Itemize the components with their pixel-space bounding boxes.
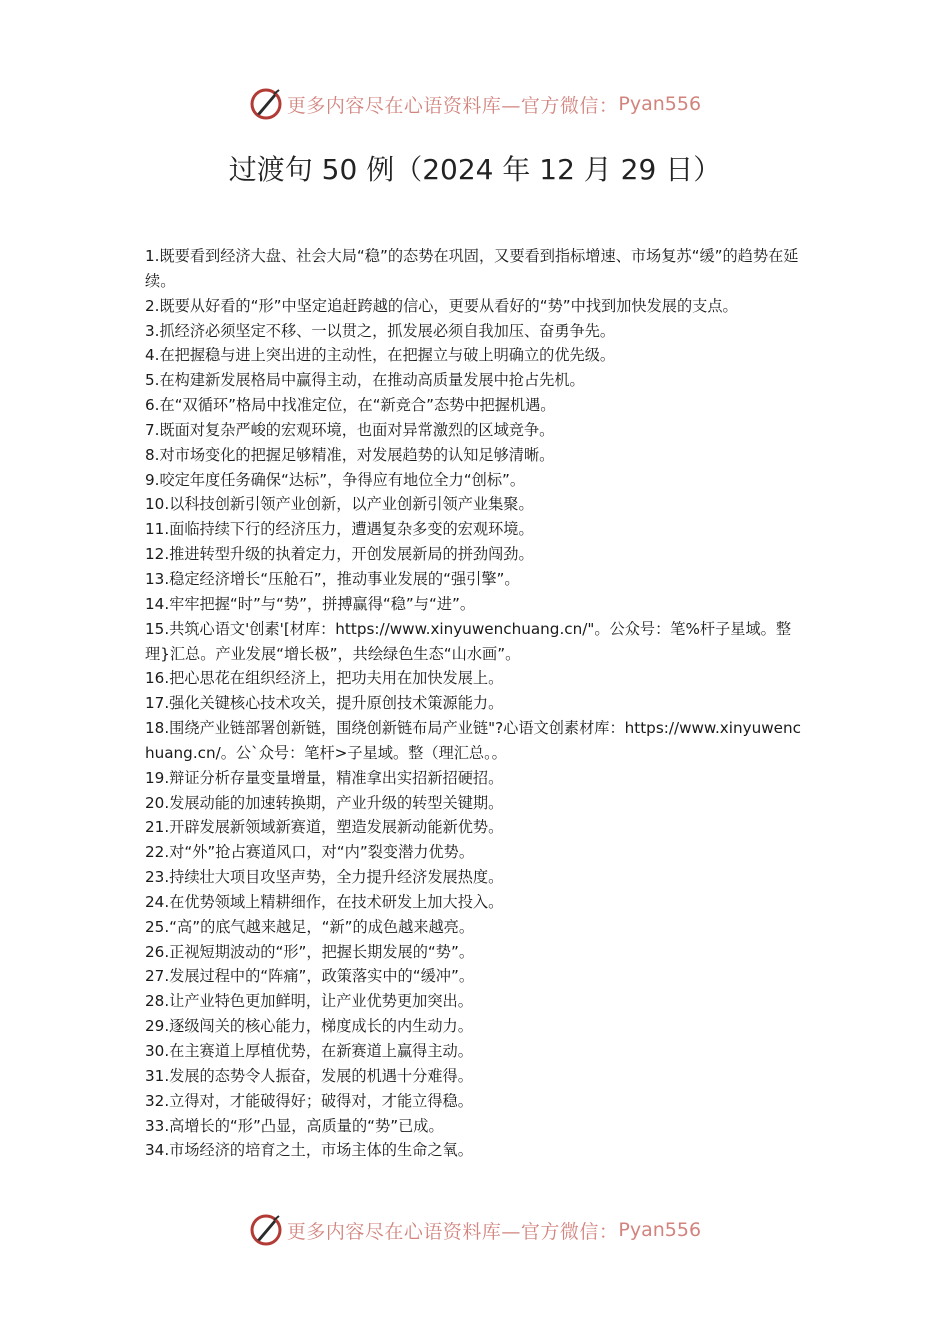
list-item: 6.在“双循环”格局中找准定位，在“新竞合”态势中把握机遇。 [145,396,556,415]
list-item: 13.稳定经济增长“压舱石”，推动事业发展的“强引擎”。 [145,569,520,588]
list-item: 20.发展动能的加速转换期，产业升级的转型关键期。 [145,793,504,812]
list-item: 32.立得对，才能破得好；破得对，才能立得稳。 [145,1091,473,1110]
list-item: 17.强化关键核心技术攻关，提升原创技术策源能力。 [145,694,504,713]
list-item: 4.在把握稳与进上突出进的主动性，在把握立与破上明确立的优先级。 [145,346,616,365]
header-banner-handle: Pyan556 [618,93,702,115]
list-item: 24.在优势领域上精耕细作，在技术研发上加大投入。 [145,892,504,911]
list-item: 2.既要从好看的“形”中坚定追赶跨越的信心，更要从看好的“势”中找到加快发展的支点。 [145,296,738,315]
list-item: 9.咬定年度任务确保“达标”，争得应有地位全力“创标”。 [145,470,526,489]
list-item: 8.对市场变化的把握足够精准，对发展趋势的认知足够清晰。 [145,445,555,464]
list-item: 31.发展的态势令人振奋，发展的机遇十分难得。 [145,1066,473,1085]
header-banner-text: 更多内容尽在心语资料库—官方微信： [286,94,619,117]
footer-banner-text: 更多内容尽在心语资料库—官方微信： [286,1220,619,1243]
list-item: 27.发展过程中的“阵痛”，政策落实中的“缓冲”。 [145,967,475,986]
list-item: 10.以科技创新引领产业创新，以产业创新引领产业集聚。 [145,495,534,514]
quill-pen-logo-icon [249,87,283,121]
list-item: 7.既面对复杂严峻的宏观环境，也面对异常激烈的区域竞争。 [145,420,555,439]
list-item: 1.既要看到经济大盘、社会大局“稳”的态势在巩固，又要看到指标增速、市场复苏“缓”的趋势在延续。 [145,247,799,290]
list-item: 16.把心思花在组织经济上，把功夫用在加快发展上。 [145,669,504,688]
list-item: 11.面临持续下行的经济压力，遭遇复杂多变的宏观环境。 [145,520,534,539]
transition-sentence-list [145,244,810,1163]
list-item: 22.对“外”抢占赛道风口，对“内”裂变潜力优势。 [145,843,475,862]
list-item: 34.市场经济的培育之土，市场主体的生命之氧。 [145,1141,473,1160]
list-item: 33.高增长的“形”凸显，高质量的“势”已成。 [145,1116,444,1135]
list-item: 25.“高”的底气越来越足，“新”的成色越来越亮。 [145,917,475,936]
list-item: 30.在主赛道上厚植优势，在新赛道上赢得主动。 [145,1042,473,1060]
list-item: 23.持续壮大项目攻坚声势，全力提升经济发展热度。 [145,868,504,887]
list-item: 12.推进转型升级的执着定力，开创发展新局的拼劲闯劲。 [145,545,534,564]
list-item: 26.正视短期波动的“形”，把握长期发展的“势”。 [145,942,475,961]
page-title: 过渡句 50 例（2024 年 12 月 29 日） [228,153,722,186]
list-item: 5.在构建新发展格局中赢得主动，在推动高质量发展中抢占先机。 [145,371,585,390]
footer-banner [0,1208,950,1252]
list-item: 19.辩证分析存量变量增量，精准拿出实招新招硬招。 [145,768,504,787]
list-item: 18.围绕产业链部署创新链，围绕创新链布局产业链"?心语文创素材库：https://www.xinyuwenchuang.cn/。公`众号：笔杆>子星域。整（理汇总。。 [145,719,801,762]
header-banner [0,82,950,126]
quill-pen-logo-icon [249,1213,283,1247]
list-item: 3.抓经济必须坚定不移、一以贯之，抓发展必须自我加压、奋勇争先。 [145,321,616,340]
list-item: 21.开辟发展新领域新赛道，塑造发展新动能新优势。 [145,818,504,837]
list-item: 28.让产业特色更加鲜明，让产业优势更加突出。 [145,992,473,1011]
list-item: 14.牢牢把握“时”与“势”，拼搏赢得“稳”与“进”。 [145,594,476,613]
list-item: 29.逐级闯关的核心能力，梯度成长的内生动力。 [145,1017,473,1036]
footer-banner-handle: Pyan556 [618,1219,702,1241]
list-item: 15.共筑心语文'创素'[材库：https://www.xinyuwenchuang.cn/"。公众号：笔%杆子星域。整理}汇总。产业发展“增长极”，共绘绿色生态“山水画”。 [145,619,792,663]
